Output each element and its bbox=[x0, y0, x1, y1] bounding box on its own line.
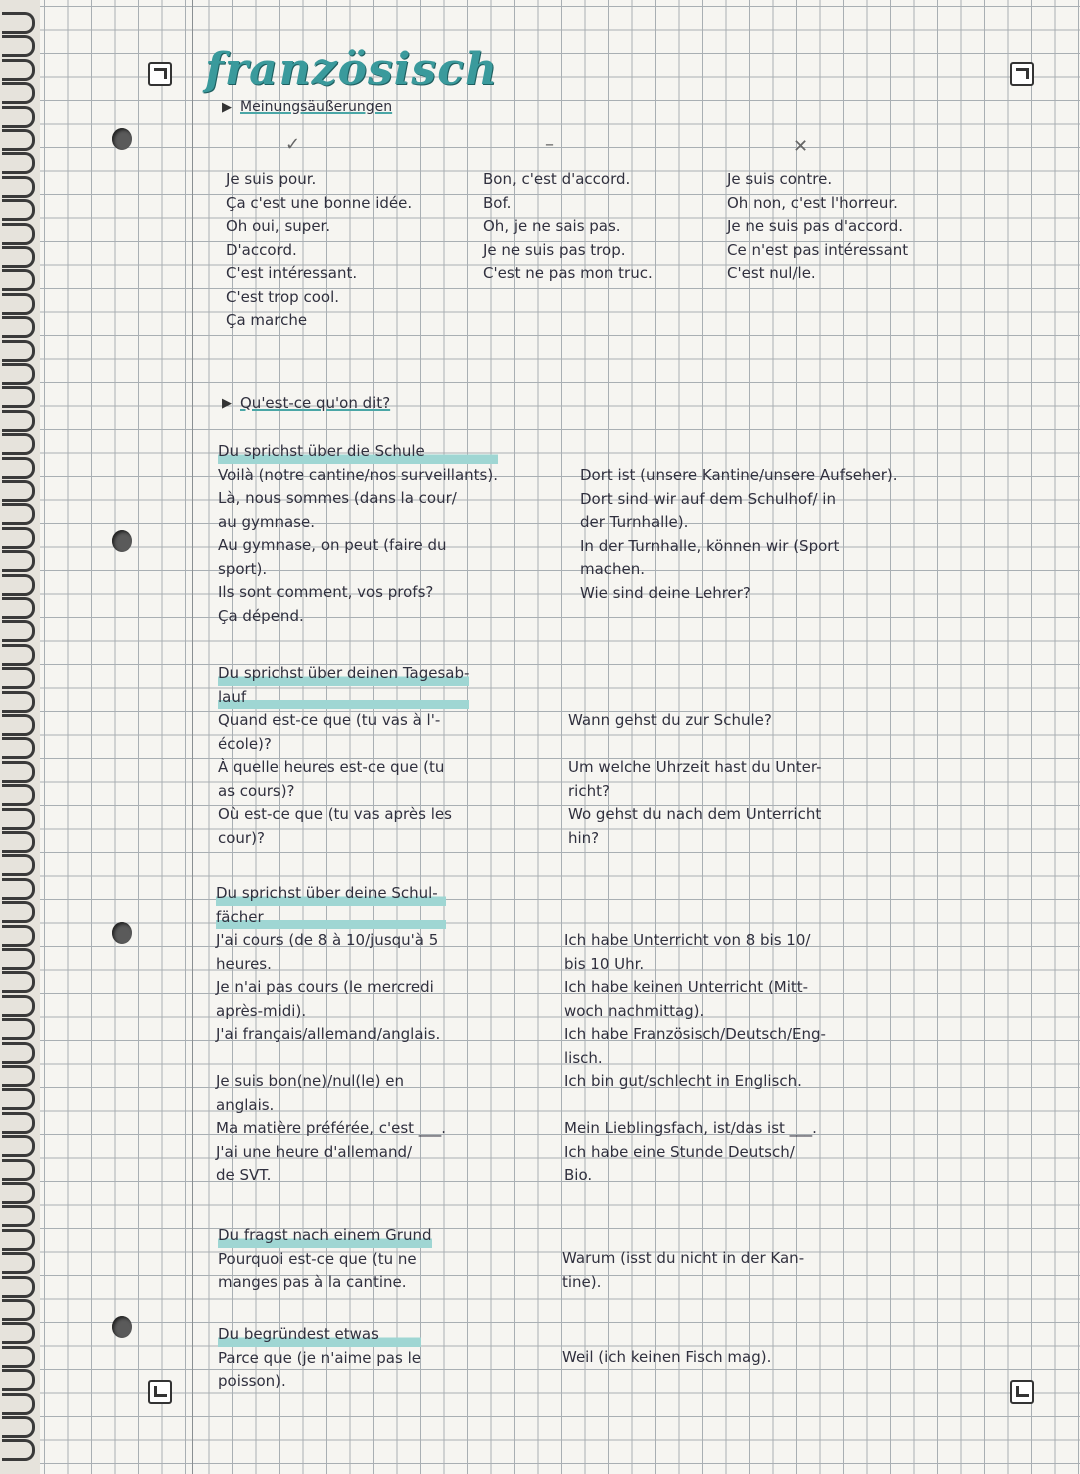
phrase: Oh oui, super. bbox=[226, 217, 331, 235]
phrase: Ça marche bbox=[226, 311, 308, 329]
spiral-ring bbox=[2, 737, 35, 759]
phrase: Dort sind wir auf dem Schulhof/ in bbox=[580, 489, 836, 508]
spiral-ring bbox=[2, 1322, 35, 1344]
spiral-ring bbox=[2, 550, 35, 572]
spiral-ring bbox=[2, 808, 35, 830]
page-title: französisch bbox=[205, 44, 498, 95]
spiral-ring bbox=[2, 1112, 35, 1134]
phrase: Oh, je ne sais pas. bbox=[483, 217, 621, 235]
phrase: Ich habe eine Stunde Deutsch/ bbox=[564, 1142, 795, 1161]
phrase: Ça dépend. bbox=[218, 606, 304, 625]
spiral-ring bbox=[2, 527, 35, 549]
phrase: Bon, c'est d'accord. bbox=[483, 170, 631, 188]
phrase: J'ai français/allemand/anglais. bbox=[216, 1025, 441, 1043]
phrase: Oh non, c'est l'horreur. bbox=[727, 193, 898, 212]
phrase: richt? bbox=[568, 781, 610, 800]
phrase: D'accord. bbox=[226, 240, 297, 259]
phrase: Bio. bbox=[564, 1166, 593, 1184]
check-icon: ✓ bbox=[285, 134, 301, 155]
spiral-ring bbox=[2, 246, 35, 268]
phrase: Ich habe Französisch/Deutsch/Eng- bbox=[564, 1025, 826, 1043]
spiral-ring bbox=[2, 1065, 35, 1087]
spiral-ring bbox=[2, 1042, 35, 1064]
spiral-ring bbox=[2, 1393, 35, 1415]
spiral-ring bbox=[2, 831, 35, 853]
spiral-ring bbox=[2, 1088, 35, 1110]
phrase: Mein Lieblingsfach, ist/das ist ___. bbox=[564, 1119, 817, 1137]
spiral-ring bbox=[2, 457, 35, 479]
punch-hole bbox=[112, 128, 132, 150]
phrase: Wann gehst du zur Schule? bbox=[568, 711, 772, 729]
phrase: Je suis pour. bbox=[226, 170, 317, 188]
block-justify-de bbox=[562, 1346, 771, 1370]
punch-hole bbox=[112, 1316, 132, 1338]
block-heading: Du sprichst über die Schule bbox=[218, 440, 498, 464]
phrase: Ils sont comment, vos profs? bbox=[218, 583, 434, 601]
spiral-ring bbox=[2, 1299, 35, 1321]
spiral-ring bbox=[2, 480, 35, 502]
block-routine-de bbox=[568, 709, 822, 850]
punch-hole bbox=[112, 922, 132, 944]
spiral-ring bbox=[2, 363, 35, 385]
arrow-icon: ▶ bbox=[222, 100, 232, 115]
spiral-ring bbox=[2, 12, 35, 34]
phrase: C'est ne pas mon truc. bbox=[483, 264, 653, 282]
phrase: À quelle heures est-ce que (tu bbox=[218, 758, 445, 776]
subtitle bbox=[222, 96, 392, 120]
spiral-ring bbox=[2, 129, 35, 151]
spiral-ring bbox=[2, 316, 35, 338]
spiral-ring bbox=[2, 410, 35, 432]
spiral-ring bbox=[2, 574, 35, 596]
phrase: Ich bin gut/schlecht in Englisch. bbox=[564, 1072, 802, 1090]
spiral-ring bbox=[2, 1018, 35, 1040]
phrase: Là, nous sommes (dans la cour/ bbox=[218, 489, 457, 507]
phrase: Où est-ce que (tu vas après les bbox=[218, 805, 452, 823]
spiral-ring bbox=[2, 901, 35, 923]
phrase: Weil (ich keinen Fisch mag). bbox=[562, 1348, 772, 1366]
phrase: au gymnase. bbox=[218, 512, 315, 531]
spiral-ring bbox=[2, 948, 35, 970]
spiral-ring bbox=[2, 878, 35, 900]
phrase: J'ai cours (de 8 à 10/jusqu'à 5 bbox=[216, 931, 439, 949]
phrase: Ma matière préférée, c'est ___. bbox=[216, 1119, 447, 1137]
phrase: In der Turnhalle, können wir (Sport bbox=[580, 536, 840, 555]
spiral-ring bbox=[2, 1159, 35, 1181]
phrase: bis 10 Uhr. bbox=[564, 954, 645, 973]
phrase: C'est nul/le. bbox=[727, 264, 816, 282]
cross-icon: ✕ bbox=[793, 136, 809, 157]
phrase: Wo gehst du nach dem Unterricht bbox=[568, 805, 822, 823]
spiral-ring bbox=[2, 293, 35, 315]
phrase: Ich habe keinen Unterricht (Mitt- bbox=[564, 978, 809, 996]
block-heading: Du sprichst über deine Schul- bbox=[216, 882, 446, 906]
spiral-ring bbox=[2, 1439, 35, 1461]
phrase: hin? bbox=[568, 828, 600, 847]
spiral-ring bbox=[2, 199, 35, 221]
block-heading-cont: fächer bbox=[216, 906, 446, 930]
section-title: Qu'est-ce qu'on dit? bbox=[240, 394, 391, 412]
spiral-ring bbox=[2, 35, 35, 57]
phrase: C'est trop cool. bbox=[226, 287, 340, 306]
spiral-ring bbox=[2, 1416, 35, 1438]
spiral-ring bbox=[2, 1252, 35, 1274]
phrase: Je ne suis pas trop. bbox=[483, 240, 626, 259]
phrase: Ich habe Unterricht von 8 bis 10/ bbox=[564, 931, 811, 949]
spiral-ring bbox=[2, 691, 35, 713]
spiral-ring bbox=[2, 925, 35, 947]
spiral-ring bbox=[2, 784, 35, 806]
spiral-ring bbox=[2, 971, 35, 993]
spiral-ring bbox=[2, 433, 35, 455]
arrow-icon: ▶ bbox=[222, 396, 232, 411]
spiral-ring bbox=[2, 667, 35, 689]
spiral-ring bbox=[2, 1346, 35, 1368]
negative-column bbox=[727, 168, 908, 286]
phrase bbox=[564, 1094, 826, 1118]
punch-hole bbox=[112, 530, 132, 552]
phrase: Ce n'est pas intéressant bbox=[727, 240, 909, 259]
spiral-ring bbox=[2, 714, 35, 736]
phrase: Je n'ai pas cours (le mercredi bbox=[216, 978, 434, 996]
phrase: Au gymnase, on peut (faire du bbox=[218, 536, 447, 554]
phrase: Je suis contre. bbox=[727, 170, 833, 188]
phrase: Dort ist (unsere Kantine/unsere Aufseher). bbox=[580, 466, 898, 484]
spiral-ring bbox=[2, 995, 35, 1017]
corner-mark-icon bbox=[1010, 62, 1034, 86]
block-heading-cont: lauf bbox=[218, 686, 469, 710]
spiral-ring bbox=[2, 340, 35, 362]
spiral-ring bbox=[2, 106, 35, 128]
spiral-ring bbox=[2, 269, 35, 291]
block-reason-fr bbox=[218, 1224, 432, 1295]
section-heading bbox=[222, 392, 390, 416]
block-justify-fr bbox=[218, 1323, 421, 1394]
spiral-ring bbox=[2, 1135, 35, 1157]
phrase: Ça c'est une bonne idée. bbox=[226, 193, 413, 212]
spiral-ring bbox=[2, 1182, 35, 1204]
block-heading: Du sprichst über deinen Tagesab- bbox=[218, 662, 469, 686]
phrase: Wie sind deine Lehrer? bbox=[580, 583, 751, 602]
block-subjects-fr bbox=[216, 882, 446, 1188]
phrase: cour)? bbox=[218, 828, 265, 847]
spiral-ring bbox=[2, 1276, 35, 1298]
neutral-column bbox=[483, 168, 653, 286]
phrase: woch nachmittag). bbox=[564, 1001, 705, 1020]
phrase: Je ne suis pas d'accord. bbox=[727, 217, 903, 235]
phrase: après-midi). bbox=[216, 1001, 307, 1020]
phrase: école)? bbox=[218, 734, 272, 753]
block-reason-de bbox=[562, 1247, 804, 1294]
phrase: manges pas à la cantine. bbox=[218, 1273, 407, 1291]
spiral-ring bbox=[2, 597, 35, 619]
spiral-ring bbox=[2, 386, 35, 408]
dash-icon: – bbox=[545, 134, 554, 155]
block-heading: Du begründest etwas bbox=[218, 1323, 421, 1347]
phrase bbox=[568, 733, 822, 757]
phrase: J'ai une heure d'allemand/ bbox=[216, 1142, 413, 1161]
phrase: tine). bbox=[562, 1272, 602, 1291]
corner-mark-icon bbox=[148, 1380, 172, 1404]
phrase: Um welche Uhrzeit hast du Unter- bbox=[568, 758, 822, 776]
subtitle-text: Meinungsäußerungen bbox=[240, 99, 393, 115]
spiral-ring bbox=[2, 1205, 35, 1227]
spiral-ring bbox=[2, 1229, 35, 1251]
phrase: anglais. bbox=[216, 1095, 275, 1114]
margin-line bbox=[192, 0, 193, 1474]
block-school-fr bbox=[218, 440, 498, 628]
spiral-ring bbox=[2, 761, 35, 783]
spiral-ring bbox=[2, 503, 35, 525]
phrase: Quand est-ce que (tu vas à l'- bbox=[218, 711, 441, 729]
spiral-ring bbox=[2, 644, 35, 666]
phrase: machen. bbox=[580, 560, 646, 578]
block-subjects-de bbox=[564, 929, 826, 1188]
block-heading: Du fragst nach einem Grund bbox=[218, 1224, 432, 1248]
corner-mark-icon bbox=[1010, 1380, 1034, 1404]
phrase: heures. bbox=[216, 954, 272, 973]
spiral-binding bbox=[0, 0, 41, 1474]
corner-mark-icon bbox=[148, 62, 172, 86]
phrase: C'est intéressant. bbox=[226, 264, 358, 282]
spiral-ring bbox=[2, 59, 35, 81]
spiral-ring bbox=[2, 152, 35, 174]
phrase: Warum (isst du nicht in der Kan- bbox=[562, 1249, 805, 1267]
phrase: Je suis bon(ne)/nul(le) en bbox=[216, 1072, 404, 1090]
phrase: poisson). bbox=[218, 1372, 286, 1390]
spiral-ring bbox=[2, 176, 35, 198]
phrase: sport). bbox=[218, 559, 268, 578]
phrase: Voilà (notre cantine/nos surveillants). bbox=[218, 465, 498, 484]
positive-column bbox=[226, 168, 412, 333]
block-routine-fr bbox=[218, 662, 469, 850]
phrase: de SVT. bbox=[216, 1166, 272, 1184]
phrase: Pourquoi est-ce que (tu ne bbox=[218, 1249, 417, 1268]
spiral-ring bbox=[2, 620, 35, 642]
phrase: Parce que (je n'aime pas le bbox=[218, 1348, 421, 1367]
phrase: der Turnhalle). bbox=[580, 513, 689, 531]
spiral-ring bbox=[2, 1369, 35, 1391]
spiral-ring bbox=[2, 223, 35, 245]
spiral-ring bbox=[2, 82, 35, 104]
phrase: lisch. bbox=[564, 1048, 603, 1067]
phrase: as cours)? bbox=[218, 781, 295, 800]
phrase: Bof. bbox=[483, 193, 512, 212]
spiral-ring bbox=[2, 854, 35, 876]
phrase bbox=[216, 1047, 446, 1071]
block-school-de bbox=[580, 464, 898, 605]
